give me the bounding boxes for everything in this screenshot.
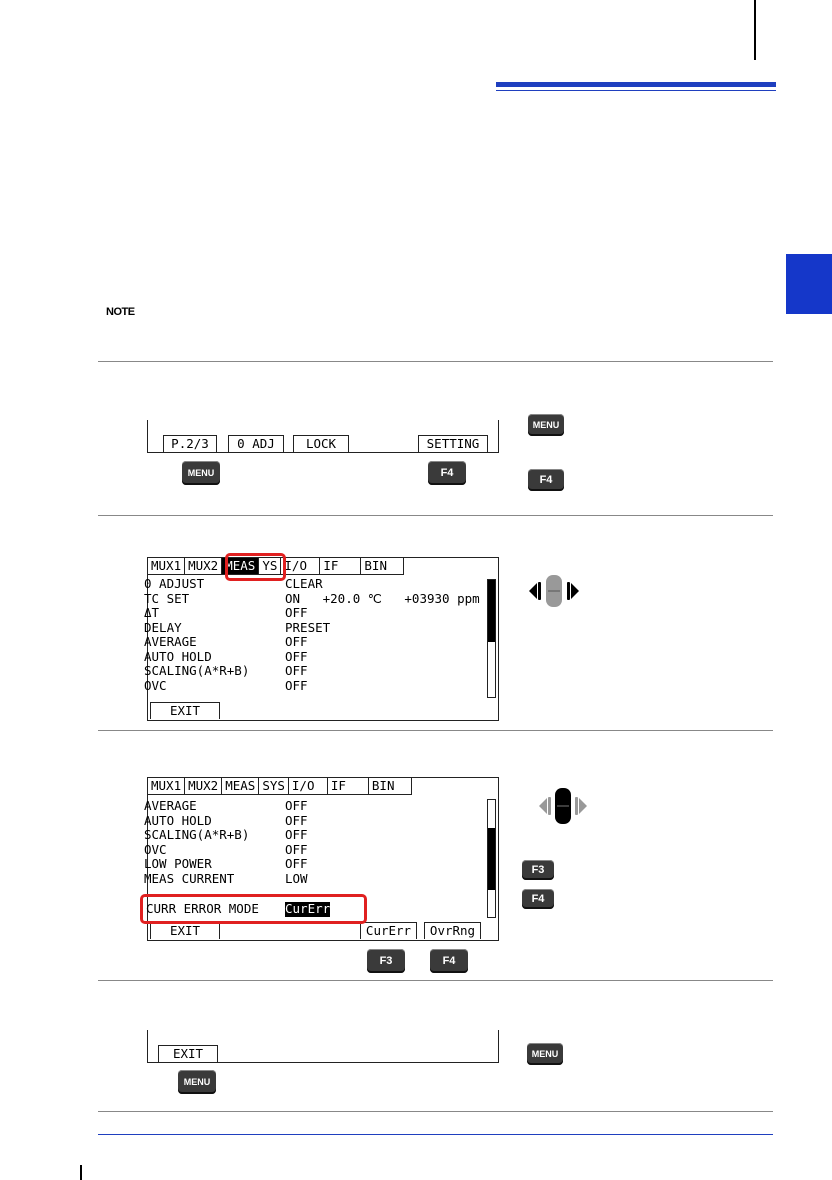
row-value[interactable]: OFF — [285, 634, 308, 649]
row-value[interactable]: OFF — [285, 663, 308, 678]
exit-button[interactable]: EXIT — [150, 702, 220, 719]
row-label: MEAS CURRENT — [144, 870, 235, 886]
up-down-arrow-key-icon — [537, 786, 589, 826]
tab-bin[interactable]: BIN — [369, 778, 412, 795]
fkey-p23[interactable]: P.2/3 — [163, 435, 217, 452]
divider-3 — [98, 730, 773, 731]
row-label: AUTO HOLD — [144, 812, 212, 828]
row-label: TC SET — [144, 590, 190, 606]
row-label: AUTO HOLD — [144, 648, 212, 664]
row-value[interactable]: ON +20.0 ℃ +03930 ppm — [285, 590, 480, 606]
fkey-setting[interactable]: SETTING — [418, 435, 488, 452]
f4-key[interactable]: F4 — [430, 949, 468, 973]
fkey-0adj[interactable]: 0 ADJ — [228, 435, 284, 452]
row-value[interactable]: LOW — [285, 870, 308, 886]
meas-tab-highlight — [225, 553, 286, 581]
row-label: OVC — [144, 677, 167, 693]
divider-2 — [98, 515, 773, 516]
row-label: LOW POWER — [144, 856, 212, 871]
header-rule-thick — [496, 82, 776, 87]
f3-key[interactable]: F3 — [367, 949, 405, 973]
row-value[interactable]: CLEAR — [285, 576, 323, 591]
fkey-lock[interactable]: LOCK — [293, 435, 349, 452]
tab-sys[interactable]: SYS — [259, 778, 289, 795]
tab-io[interactable]: I/O — [281, 558, 320, 575]
divider-4 — [98, 980, 773, 981]
row-value[interactable]: OFF — [285, 648, 308, 664]
row-label: 0 ADJUST — [144, 576, 205, 591]
scroll-thumb[interactable] — [488, 828, 495, 890]
chapter-tab-marker — [786, 254, 832, 314]
tab-mux2[interactable]: MUX2 — [185, 558, 222, 575]
f4-key[interactable]: F4 — [428, 461, 466, 485]
row-value[interactable]: OFF — [285, 812, 308, 828]
row-label: CURR ERROR MODE — [146, 901, 259, 916]
row-value[interactable]: PRESET — [285, 619, 331, 635]
tab-mux1[interactable]: MUX1 — [148, 778, 185, 795]
divider-1 — [98, 361, 773, 362]
row-label: OVC — [144, 841, 167, 857]
exit-button[interactable]: EXIT — [158, 1045, 218, 1062]
row-value[interactable]: OFF — [285, 605, 308, 620]
side-menu-key: MENU — [528, 414, 564, 436]
crop-mark-top-right — [754, 0, 756, 60]
tab-bin[interactable]: BIN — [361, 558, 404, 575]
step3-tab-bar — [148, 778, 412, 795]
row-label: SCALING(A*R+B) — [144, 663, 250, 678]
row-value[interactable]: OFF — [285, 677, 308, 693]
header-rule-thin — [496, 90, 776, 91]
curr-error-mode-value[interactable]: CurErr — [285, 901, 331, 916]
divider-5 — [98, 1111, 773, 1112]
step2-lcd-screen — [144, 557, 499, 721]
crop-mark-bottom-left — [80, 1165, 82, 1180]
row-label: AVERAGE — [144, 634, 197, 649]
row-value[interactable]: OFF — [285, 798, 308, 813]
row-value[interactable]: OFF — [285, 841, 308, 857]
tab-meas[interactable]: MEAS — [222, 558, 259, 575]
curr-error-mode-highlight — [140, 894, 367, 924]
curerr-button[interactable]: CurErr — [360, 922, 417, 939]
side-menu-key: MENU — [527, 1043, 563, 1065]
menu-key[interactable]: MENU — [178, 1070, 216, 1094]
row-label: SCALING(A*R+B) — [144, 827, 250, 842]
ovrrng-button[interactable]: OvrRng — [424, 922, 481, 939]
row-label: DELAY — [144, 619, 182, 635]
tab-meas[interactable]: MEAS — [222, 778, 259, 795]
menu-key[interactable]: MENU — [182, 461, 220, 485]
tab-if[interactable]: IF — [320, 558, 361, 575]
tab-sys[interactable]: YS — [259, 558, 281, 575]
row-label: ΔT — [144, 605, 160, 620]
note-label: NOTE — [106, 306, 135, 318]
side-f4-key: F4 — [528, 469, 564, 491]
row-value[interactable]: OFF — [285, 856, 308, 871]
step2-scrollbar[interactable] — [487, 579, 496, 698]
side-f4-key: F4 — [522, 889, 554, 909]
row-value[interactable]: OFF — [285, 827, 308, 842]
tab-io[interactable]: I/O — [289, 778, 328, 795]
scroll-thumb[interactable] — [488, 580, 495, 642]
side-f3-key: F3 — [522, 860, 554, 880]
row-label: AVERAGE — [144, 798, 197, 813]
exit-button[interactable]: EXIT — [150, 922, 220, 939]
left-right-arrow-key-icon — [527, 573, 581, 609]
footer-rule — [98, 1134, 773, 1135]
tab-if[interactable]: IF — [328, 778, 369, 795]
step3-scrollbar[interactable] — [487, 799, 496, 918]
tab-mux2[interactable]: MUX2 — [185, 778, 222, 795]
tab-mux1[interactable]: MUX1 — [148, 558, 185, 575]
